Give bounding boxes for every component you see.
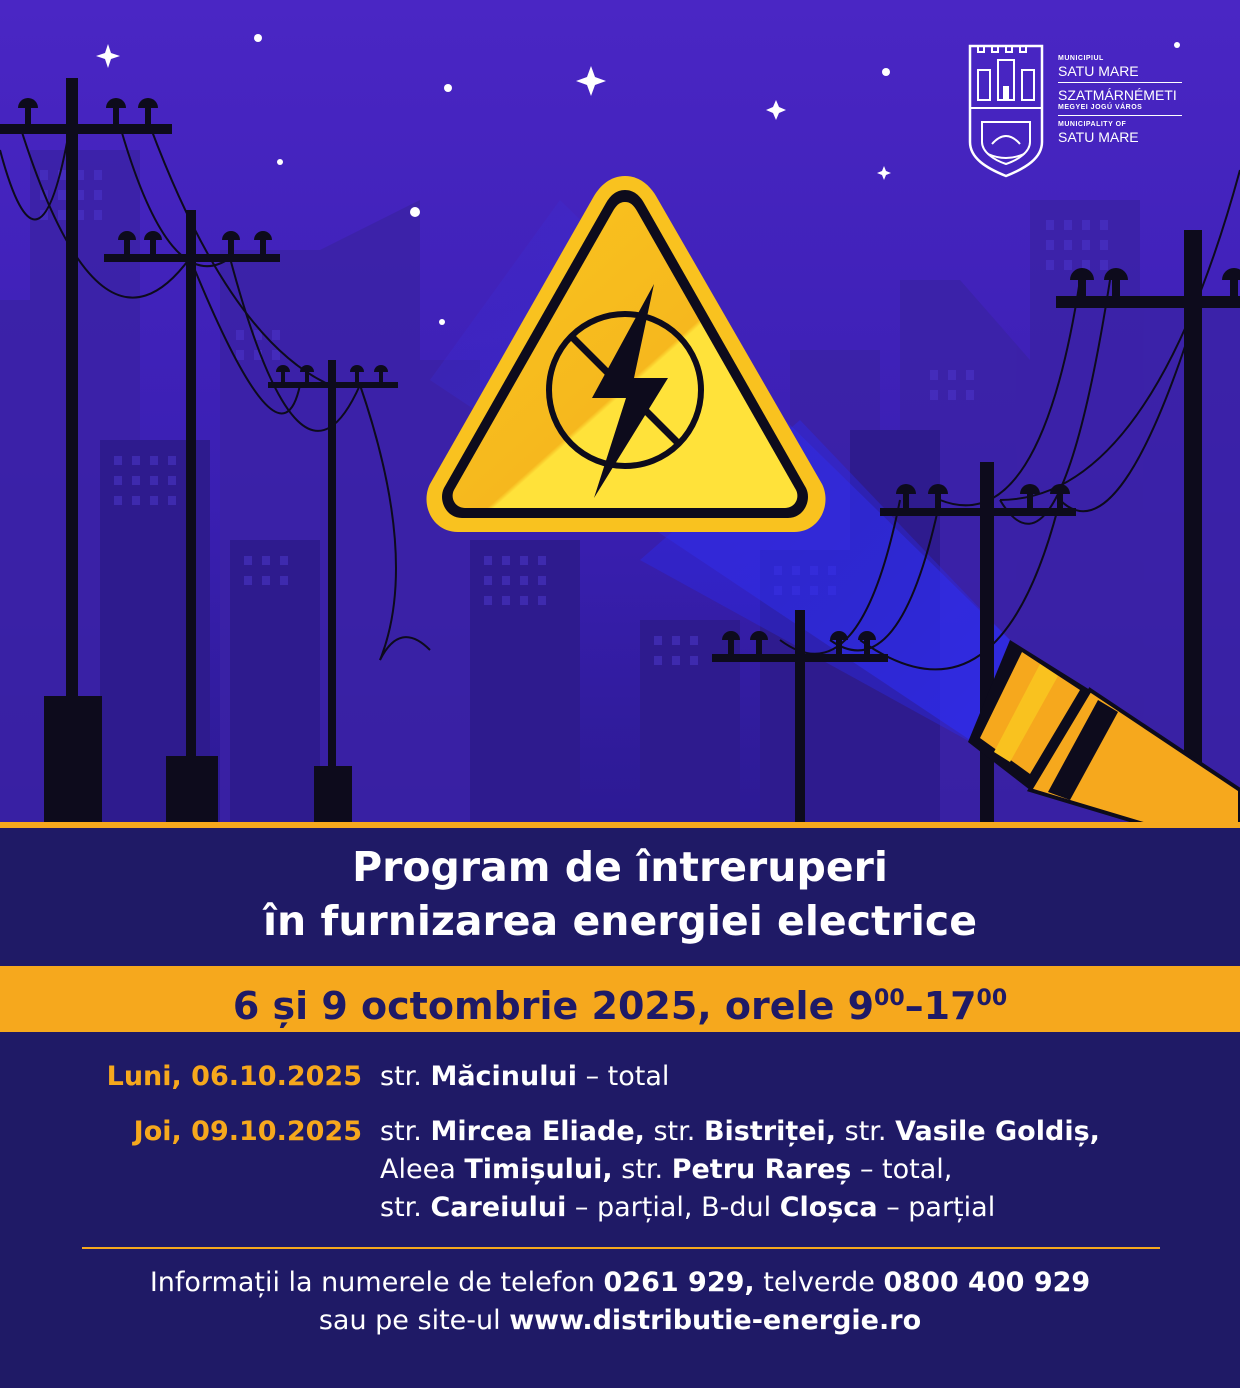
logo-line-2: SATU MARE <box>1058 63 1139 79</box>
date-text <box>0 966 1240 1039</box>
street-name: Mircea Eliade, <box>430 1116 645 1147</box>
phone-number[interactable]: 0261 929, <box>603 1267 755 1298</box>
street-name: Petru Rareș <box>671 1154 852 1185</box>
end-minutes: 00 <box>976 986 1008 1011</box>
streets-line-3 <box>380 1189 1200 1227</box>
logo-line-3: SZATMÁRNÉMETI <box>1058 87 1177 103</box>
contact-text: sau pe site-ul <box>318 1305 510 1336</box>
logo-line-6: SATU MARE <box>1058 129 1139 145</box>
contact-text: telverde <box>754 1267 884 1298</box>
street-suffix: – parțial <box>877 1192 996 1223</box>
street-prefix: str. <box>380 1192 431 1223</box>
schedule-streets <box>380 1113 1200 1227</box>
street-suffix: – total, <box>851 1154 953 1185</box>
street-name: Vasile Goldiș, <box>895 1116 1100 1147</box>
municipality-logo <box>966 42 1206 182</box>
street-prefix: str. <box>380 1116 431 1147</box>
page-title <box>0 840 1240 948</box>
start-minutes: 00 <box>874 986 905 1011</box>
contact-line-2 <box>0 1302 1240 1340</box>
title-line-1: Program de întreruperi <box>352 843 888 891</box>
street-prefix: str. <box>644 1116 704 1147</box>
divider <box>82 1247 1160 1249</box>
logo-line-5: MUNICIPALITY OF <box>1058 121 1127 128</box>
accent-line <box>0 822 1240 828</box>
date-main: 6 și 9 octombrie 2025, orele 9 <box>232 984 875 1028</box>
website-link[interactable]: www.distributie-energie.ro <box>509 1305 922 1336</box>
schedule-streets <box>380 1058 1200 1096</box>
street-suffix: – total <box>576 1061 670 1092</box>
street-name: Măcinului <box>430 1061 577 1092</box>
street-prefix: Aleea <box>380 1154 465 1185</box>
coat-of-arms-icon <box>966 42 1046 178</box>
street-suffix: – parțial, B-dul <box>566 1192 780 1223</box>
logo-separator <box>1058 82 1182 83</box>
logo-separator <box>1058 115 1182 116</box>
logo-line-1: MUNICIPIUL <box>1058 55 1104 62</box>
streets-line-1 <box>380 1113 1200 1151</box>
schedule-day: Luni, 06.10.2025 <box>106 1061 362 1092</box>
streets-line-2 <box>380 1151 1200 1189</box>
tollfree-number[interactable]: 0800 400 929 <box>883 1267 1091 1298</box>
street-name: Cloșca <box>779 1192 878 1223</box>
street-prefix: str. <box>836 1116 896 1147</box>
contact-info <box>0 1264 1240 1340</box>
street-prefix: str. <box>380 1061 431 1092</box>
street-prefix: str. <box>612 1154 672 1185</box>
schedule-day: Joi, 09.10.2025 <box>133 1116 362 1147</box>
street-name: Timișului, <box>464 1154 613 1185</box>
title-line-2: în furnizarea energiei electrice <box>262 897 978 945</box>
end-hour: –17 <box>904 984 977 1028</box>
street-name: Bistriței, <box>703 1116 837 1147</box>
logo-line-4: MEGYEI JOGÚ VÁROS <box>1058 104 1143 111</box>
contact-line-1 <box>0 1264 1240 1302</box>
logo-text <box>1058 54 1182 145</box>
date-band <box>0 966 1240 1032</box>
contact-text: Informații la numerele de telefon <box>149 1267 604 1298</box>
street-name: Careiului <box>430 1192 567 1223</box>
